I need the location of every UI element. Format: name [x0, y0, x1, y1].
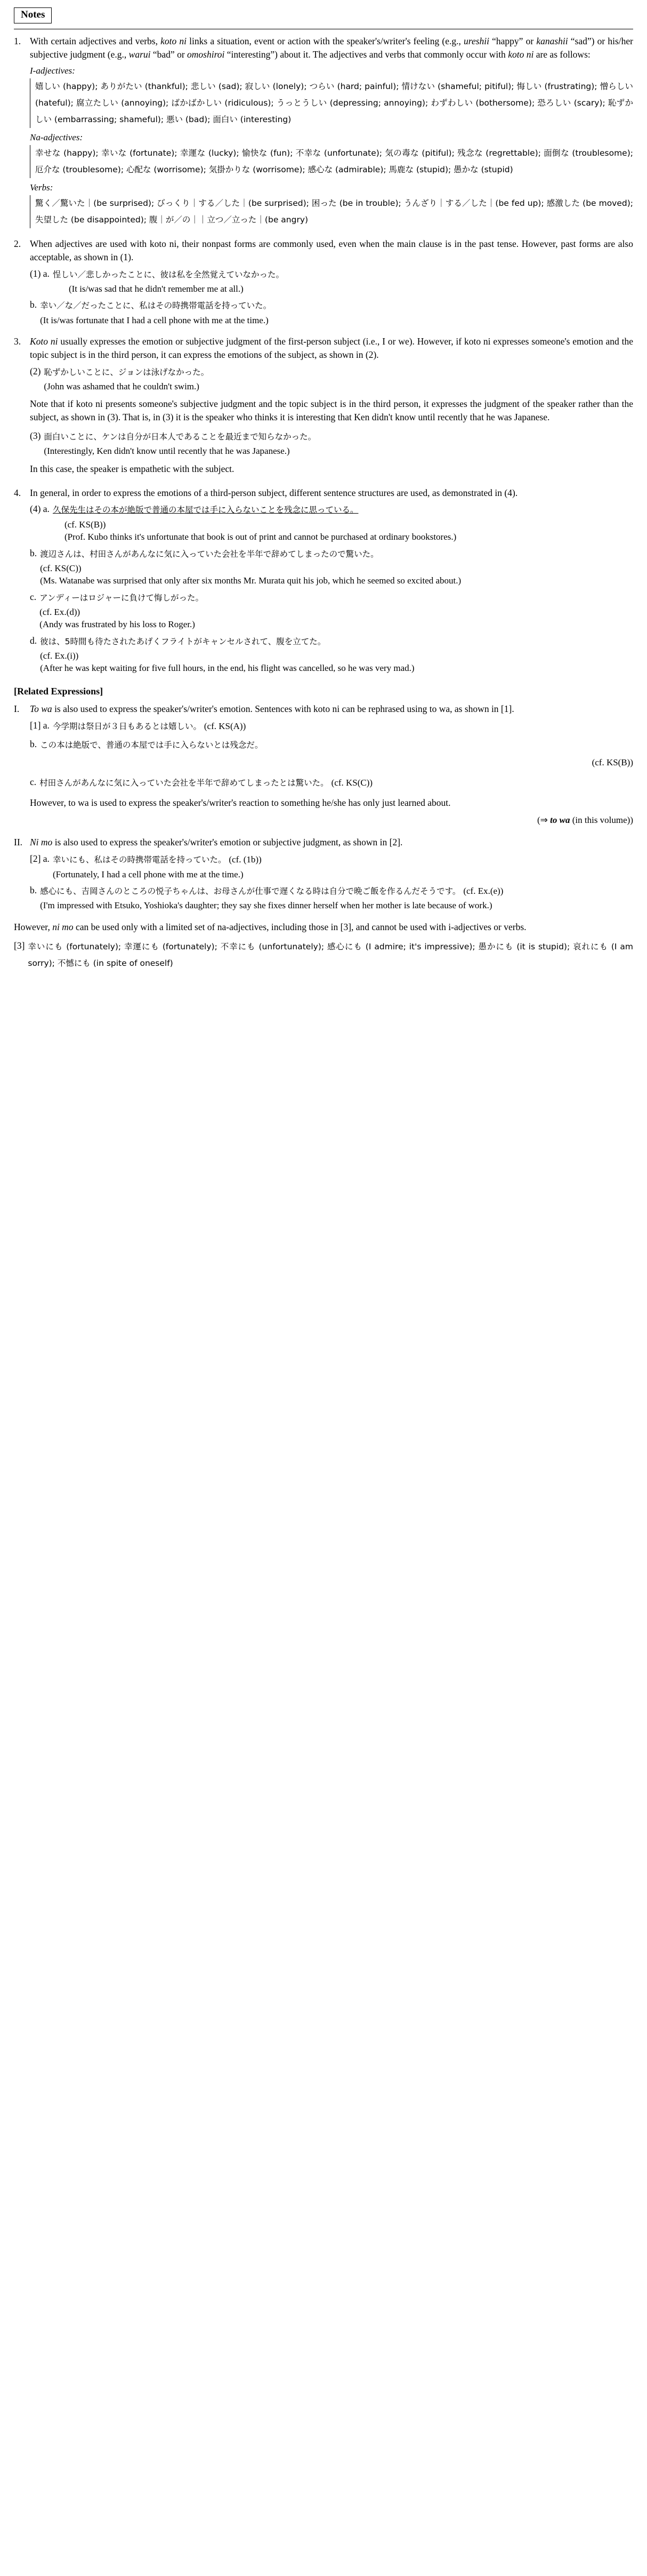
example-label: [1] a. [30, 719, 50, 731]
note4-text: In general, in order to express the emotions of a third-person subject, different sentence structures are used, as demonstrated in (4). [30, 487, 518, 498]
note-number: 1. [14, 35, 21, 46]
note-number: 4. [14, 487, 21, 498]
example-cf: (cf. KS(B)) [592, 757, 633, 768]
example-japanese: 久保先生はその本が絶版で普通の本屋では手に入らないことを残念に思っている。 [52, 505, 359, 515]
example-4d [30, 634, 633, 675]
example-1b-rel [30, 737, 633, 772]
example-japanese: 渡辺さんは、村田さんがあんなに気に入っていた会社を半年で辞めてしまったので驚いた。 [40, 549, 379, 559]
note3-text: usually expresses the emotion or subjective judgment of the first-person subject (i.e., I or we). However, if koto ni expresses someone's emotion and the topic subject is in the third person, it can express the emotions of the subject, as shown in (2). [30, 335, 633, 360]
example-translation: (John was ashamed that he couldn't swim.) [44, 381, 199, 391]
term-kanashii: kanashii [536, 35, 568, 46]
jp-text: 感心にも、吉岡さんのところの悦子ちゃんは、お母さんが仕事で遅くなる時は自分で晩ご飯を作るんだそうです。 [40, 886, 461, 896]
note3-paragraph: Note that if koto ni presents someone's subjective judgment and the topic subject is in the third person, it expresses the judgment of the speaker rather than the subject, as shown in (3). That is, in (3) it is the speaker who thinks it is interesting that Ken didn't know until recently that he was Japanese. [30, 398, 633, 423]
note-number: 3. [14, 335, 21, 347]
list-3-block [14, 939, 633, 972]
notes-header: Notes [14, 7, 52, 23]
example-cf: (cf. KS(A)) [204, 721, 246, 731]
note-body [30, 35, 633, 231]
example-4a [30, 502, 633, 543]
example-2 [30, 364, 633, 393]
note3-closing: In this case, the speaker is empathetic with the subject. [30, 463, 234, 474]
verbs-block [30, 195, 633, 228]
note1-text-p2: links a situation, event or action with the speaker's/writer's feeling (e.g., [187, 35, 464, 46]
example-2b-rel [30, 883, 633, 912]
term-warui: warui [128, 49, 151, 60]
example-cf: (cf. Ex.(i)) [40, 650, 79, 661]
note1-text-p3: “happy” or [489, 35, 537, 46]
example-label: (3) [30, 430, 41, 442]
example-japanese: 面白いことに、ケンは自分が日本人であることを最近まで知らなかった。 [44, 432, 317, 442]
jp-text: 村田さんがあんなに気に入っていた会社を半年で辞めてしまったとは驚いた。 [39, 778, 329, 788]
term-koto-ni-2: koto ni [508, 49, 534, 60]
note-body [30, 335, 633, 481]
example-japanese [53, 718, 633, 734]
verbs-label: Verbs: [30, 182, 53, 193]
note-item-4 [14, 486, 633, 677]
example-label: c. [30, 591, 37, 602]
na-adj-rest: -adjectives: [40, 132, 83, 142]
group-label-verbs [30, 181, 633, 194]
example-label: c. [30, 777, 37, 788]
note1-text-p4: “sad”) or his/her subjective judgment (e.g., [30, 35, 633, 60]
example-japanese: 恥ずかしいことに、ジョンは泳げなかった。 [44, 367, 209, 377]
example-4c [30, 590, 633, 631]
verbs-list: 驚く／驚いた｜(be surprised); びっくり｜する／した｜(be surprised); 困った (be in trouble); うんざり｜する／した｜(be fed up); 感激した (be moved); 失望した (be disappointed); 腹｜が／の｜｜立つ／立った｜(be angry) [35, 198, 633, 225]
closing-rest: can be used only with a limited set of na-adjectives, including those in [3], and cannot be used with i-adjectives or verbs. [73, 921, 527, 932]
term-ureshii: ureshii [464, 35, 489, 46]
example-translation: (Ms. Watanabe was surprised that only after six months Mr. Murata quit his job, which he seemed so excited about.) [40, 575, 462, 586]
note-item-1 [14, 35, 633, 231]
example-3 [30, 429, 633, 458]
example-translation: (Interestingly, Ken didn't know until recently that he was Japanese.) [44, 446, 290, 457]
related-item-2 [14, 836, 633, 914]
na-adjectives-block [30, 145, 633, 178]
example-translation: (I'm impressed with Etsuko, Yoshioka's daughter; they say she fixes dinner herself when her mother is late because of work.) [40, 900, 492, 911]
group-label-i-adjectives [30, 65, 633, 77]
related-expressions-header: [Related Expressions] [14, 685, 103, 697]
list-3-items: 幸いにも (fortunately); 幸運にも (fortunately); 不幸にも (unfortunately); 感心にも (I admire; it's impressive); 愚かにも (it is stupid); 哀れにも (I am sorry); 不憾にも (in spite of oneself) [28, 941, 633, 968]
i-adj-italic: I [30, 65, 33, 76]
note1-text-p5: “bad” or [150, 49, 188, 60]
example-label: b. [30, 738, 37, 749]
example-japanese [40, 883, 633, 899]
related-number: I. [14, 703, 20, 714]
crossref-tail: (in this volume)) [570, 815, 633, 826]
i-adj-rest: -adjectives: [33, 65, 75, 76]
closing-term: ni mo [52, 921, 74, 932]
related1-crossref [30, 814, 633, 827]
example-translation: (Prof. Kubo thinks it's unfortunate that book is out of print and cannot be purchased at ordinary bookstores.) [64, 532, 457, 542]
note-item-3 [14, 335, 633, 481]
list-3-label: [3] [14, 940, 25, 951]
note1-text-p6: “interesting”) about it. The adjectives and verbs that commonly occur with [224, 49, 508, 60]
note-body [30, 486, 633, 677]
na-adj-italic: Na [30, 132, 41, 142]
note-number: 2. [14, 238, 21, 249]
i-adjectives-list: 嬉しい (happy); ありがたい (thankful); 悲しい (sad); 寂しい (lonely); つらい (hard; painful); 情けない (shameful; pitiful); 悔しい (frustrating); 憎らしい (hateful); 腐立たしい (annoying); ばかばかしい (ridiculous); うっとうしい (depressing; annoying); わずわしい (bothersome); 恐ろしい (scary); 恥ずかしい (embarrassing; shameful); 悪い (bad); 面白い (interesting) [35, 81, 633, 124]
related2-term: Ni mo [30, 837, 53, 848]
example-japanese [39, 775, 633, 791]
example-japanese: 彼は、5時間も待たされたあげくフライトがキャンセルされて、腹を立てた。 [40, 636, 326, 646]
example-label: b. [30, 299, 37, 310]
example-japanese: 悜しい／悲しかったことに、彼は私を全然覚えていなかった。 [52, 269, 284, 279]
example-label: (2) [30, 365, 41, 377]
example-translation: (It is/was fortunate that I had a cell phone with me at the time.) [40, 315, 269, 325]
example-cf: (cf. Ex.(d)) [39, 606, 80, 617]
jp-text: 今学期は祭日が３日もあるとは嬉しい。 [52, 721, 201, 731]
example-1a-rel [30, 718, 633, 734]
example-label: (4) a. [30, 503, 50, 515]
related1-text: is also used to express the speaker's/writer's emotion. Sentences with koto ni can be rephrased using to wa, as shown in [1]. [52, 703, 514, 714]
example-translation: (Fortunately, I had a cell phone with me at the time.) [52, 869, 244, 879]
note1-text-p7: are as follows: [533, 49, 591, 60]
example-label: [2] a. [30, 853, 50, 865]
note1-text-p1: With certain adjectives and verbs, [30, 35, 161, 46]
related-body [30, 702, 633, 830]
example-label: b. [30, 885, 37, 895]
note-item-2 [14, 237, 633, 329]
note-body [30, 237, 633, 329]
example-cf: (cf. KS(B)) [64, 519, 106, 530]
example-cf: (cf. (1b)) [229, 854, 262, 865]
example-japanese: 幸い／な／だったことに、私はその時携帯電話を持っていた。 [40, 301, 272, 311]
term-omoshiroi: omoshiroi [187, 49, 225, 60]
example-label: b. [30, 547, 37, 558]
related1-closing: However, to wa is used to express the speaker's/writer's reaction to something he/she has only just learned about. [30, 797, 451, 808]
related2-closing [14, 921, 633, 934]
example-label: (1) a. [30, 268, 50, 279]
na-adjectives-list: 幸せな (happy); 幸いな (fortunate); 幸運な (lucky); 愉快な (fun); 不幸な (unfortunate); 気の毒な (pitiful); 残念な (regrettable); 面倒な (troublesome); 厄介な (troublesome); 心配な (worrisome); 気掛かりな (worrisome); 感心な (admirable); 馬鹿な (stupid); 愚かな (stupid) [35, 148, 633, 174]
example-translation: (Andy was frustrated by his loss to Roger.) [39, 619, 195, 630]
example-cf: (cf. KS(C)) [40, 563, 82, 573]
example-label: d. [30, 635, 37, 646]
term-koto-ni: koto ni [160, 35, 187, 46]
example-translation: (After he was kept waiting for five full hours, in the end, his flight was cancelled, so he was very mad.) [40, 663, 415, 674]
example-cf: (cf. KS(C)) [331, 778, 373, 788]
example-1c-rel [30, 775, 633, 791]
document-page [0, 0, 647, 990]
note3-term: Koto ni [30, 335, 58, 347]
related1-term: To wa [30, 703, 52, 714]
related-number: II. [14, 837, 23, 848]
example-1a [30, 267, 633, 295]
example-japanese [53, 852, 633, 868]
closing-prefix: However, [14, 921, 53, 932]
group-label-na-adjectives [30, 131, 633, 144]
example-1b [30, 298, 633, 326]
example-cf: (cf. Ex.(e)) [463, 886, 504, 896]
i-adjectives-block [30, 78, 633, 128]
crossref-prefix: (⇒ [537, 815, 551, 826]
example-japanese: アンディーはロジャーに負けて悔しがった。 [39, 593, 204, 603]
example-4b [30, 546, 633, 587]
related-body [30, 836, 633, 914]
related2-text: is also used to express the speaker's/writer's emotion or subjective judgment, as shown in [2]. [52, 837, 403, 848]
related-item-1 [14, 702, 633, 830]
example-2a-rel [30, 852, 633, 881]
example-translation: (It is/was sad that he didn't remember me at all.) [68, 283, 244, 294]
crossref-term: to wa [550, 815, 570, 826]
note2-text: When adjectives are used with koto ni, their nonpast forms are commonly used, even when the main clause is in the past tense. However, past forms are also acceptable, as shown in (1). [30, 238, 633, 262]
jp-text: 幸いにも、私はその時携帯電話を持っていた。 [52, 855, 227, 865]
example-japanese: この本は絶版で、普通の本屋では手に入らないとは残念だ。 [40, 740, 263, 750]
